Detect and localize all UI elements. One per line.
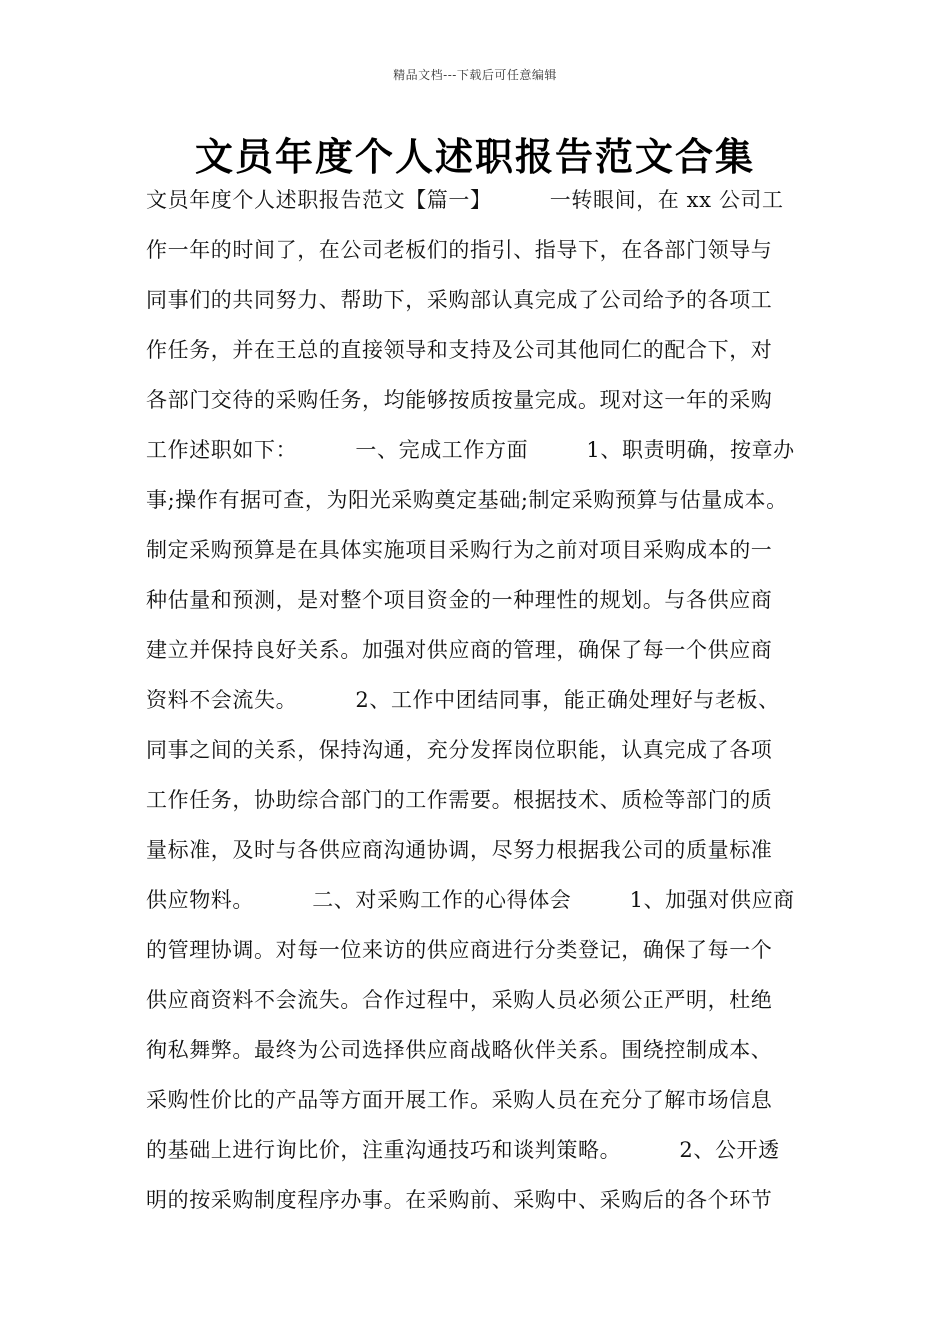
document-title: 文员年度个人述职报告范文合集	[194, 134, 755, 179]
body-line: 工作述职如下： 一、完成工作方面 1、职责明确，按章办	[146, 438, 795, 462]
body-line: 建立并保持良好关系。加强对供应商的管理，确保了每一个供应商	[146, 638, 773, 662]
body-line: 同事们的共同努力、帮助下，采购部认真完成了公司给予的各项工	[146, 288, 773, 312]
body-line: 作任务，并在王总的直接领导和支持及公司其他同仁的配合下，对	[146, 338, 773, 362]
body-line: 明的按采购制度程序办事。在采购前、采购中、采购后的各个环节	[146, 1188, 773, 1212]
body-line: 供应物料。 二、对采购工作的心得体会 1、加强对供应商	[146, 888, 795, 912]
body-line: 各部门交待的采购任务，均能够按质按量完成。现对这一年的采购	[146, 388, 773, 412]
body-line: 采购性价比的产品等方面开展工作。采购人员在充分了解市场信息	[146, 1088, 773, 1112]
body-line: 同事之间的关系，保持沟通，充分发挥岗位职能，认真完成了各项	[146, 738, 773, 762]
body-line: 的管理协调。对每一位来访的供应商进行分类登记，确保了每一个	[146, 938, 773, 962]
body-line: 制定采购预算是在具体实施项目采购行为之前对项目采购成本的一	[146, 538, 773, 562]
header-note: 精品文档---下载后可任意编辑	[393, 68, 557, 82]
body-line: 种估量和预测，是对整个项目资金的一种理性的规划。与各供应商	[146, 588, 773, 612]
body-line: 供应商资料不会流失。合作过程中，采购人员必须公正严明，杜绝	[146, 988, 773, 1012]
body-line: 资料不会流失。 2、工作中团结同事，能正确处理好与老板、	[146, 688, 780, 712]
body-line: 事;操作有据可查，为阳光采购奠定基础;制定采购预算与估量成本。	[146, 488, 788, 512]
body-line: 量标准，及时与各供应商沟通协调，尽努力根据我公司的质量标准	[146, 838, 773, 862]
body-line: 作一年的时间了，在公司老板们的指引、指导下，在各部门领导与	[146, 238, 773, 262]
document-body	[146, 182, 836, 1232]
body-line: 文员年度个人述职报告范文【篇一】 一转眼间，在 xx 公司工	[146, 188, 784, 212]
body-line: 的基础上进行询比价，注重沟通技巧和谈判策略。 2、公开透	[146, 1138, 780, 1162]
body-line: 徇私舞弊。最终为公司选择供应商战略伙伴关系。围绕控制成本、	[146, 1038, 773, 1062]
body-line: 工作任务，协助综合部门的工作需要。根据技术、质检等部门的质	[146, 788, 773, 812]
